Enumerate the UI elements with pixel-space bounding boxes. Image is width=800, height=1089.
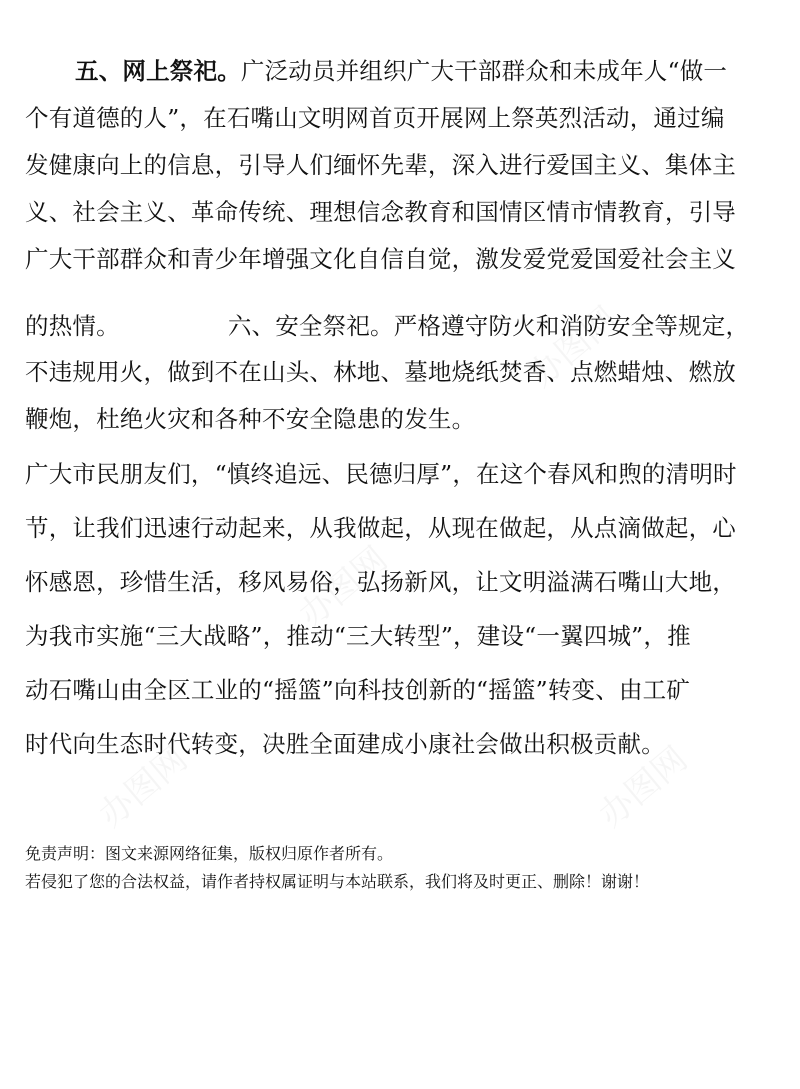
paragraph-line: 广大市民朋友们，“慎终追远、民德归厚”，在这个春风和煦的清明时 [25, 460, 737, 488]
section-heading-5: 五、网上祭祀。 [75, 57, 241, 85]
paragraph-line: 动石嘴山由全区工业的“摇篮”向科技创新的“摇篮”转变、由工矿 [25, 676, 691, 704]
paragraph-line: 时代向生态时代转变，决胜全面建成小康社会做出积极贡献。 [25, 730, 665, 758]
paragraph-line: 不违规用火，做到不在山头、林地、墓地烧纸焚香、点燃蜡烛、燃放 [25, 358, 736, 386]
disclaimer-line: 若侵犯了您的合法权益，请作者持权属证明与本站联系，我们将及时更正、删除！谢谢！ [25, 872, 650, 891]
paragraph-line: 发健康向上的信息，引导人们缅怀先辈，深入进行爱国主义、集体主 [25, 151, 736, 179]
watermark-text: 办图网 [521, 299, 626, 396]
watermark-text: 办图网 [591, 739, 696, 836]
paragraph-line: 个有道德的人”，在石嘴山文明网首页开展网上祭英烈活动，通过编 [25, 104, 725, 132]
paragraph-line: 鞭炮，杜绝火灾和各种不安全隐患的发生。 [25, 405, 476, 433]
paragraph-line [25, 311, 777, 341]
watermark-text: 办图网 [291, 539, 396, 636]
paragraph-line: 节，让我们迅速行动起来，从我做起，从现在做起，从点滴做起，心 [25, 514, 736, 542]
paragraph-text: 的热情。 [25, 312, 120, 340]
paragraph-line [25, 56, 777, 86]
watermark-text: 办图网 [91, 739, 196, 836]
paragraph-text: 广泛动员并组织广大干部群众和未成年人“做一 [240, 57, 728, 85]
paragraph-line: 广大干部群众和青少年增强文化自信自觉，激发爱党爱国爱社会主义 [25, 245, 736, 273]
paragraph-line: 怀感恩，珍惜生活，移风易俗，弘扬新风，让文明溢满石嘴山大地， [25, 568, 736, 596]
paragraph-line: 为我市实施“三大战略”，推动“三大转型”，建设“一翼四城”，推 [25, 622, 691, 650]
paragraph-line: 义、社会主义、革命传统、理想信念教育和国情区情市情教育，引导 [25, 198, 736, 226]
section-heading-6: 六、安全祭祀。严格遵守防火和消防安全等规定， [227, 312, 750, 340]
disclaimer-line: 免责声明：图文来源网络征集，版权归原作者所有。 [25, 844, 394, 863]
